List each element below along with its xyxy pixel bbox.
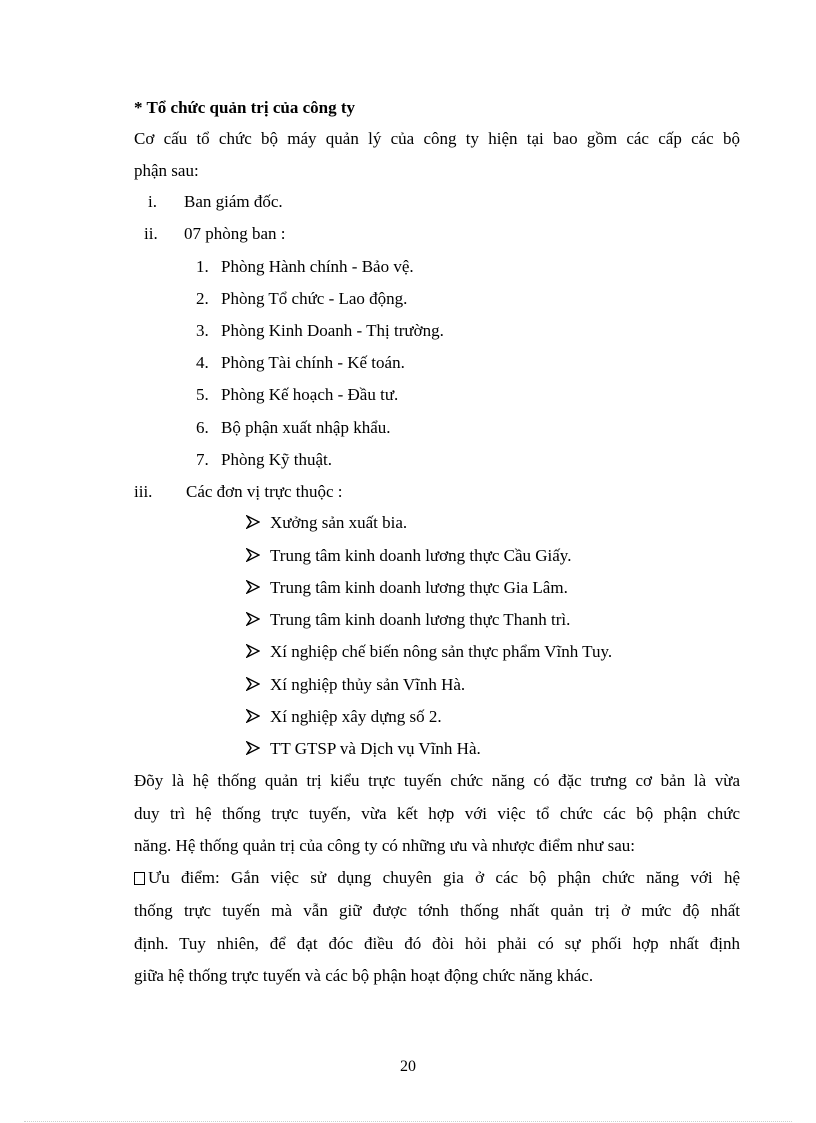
list-marker-i: i. <box>148 192 157 211</box>
unit-item: Trung tâm kinh doanh lương thực Thanh trì. <box>270 610 571 629</box>
arrow-bullet-icon <box>246 644 260 658</box>
unit-item: TT GTSP và Dịch vụ Vĩnh Hà. <box>270 739 481 758</box>
arrow-bullet-icon <box>246 548 260 562</box>
page-bottom-divider <box>24 1121 792 1122</box>
dept-item: Phòng Kỹ thuật. <box>221 450 332 469</box>
advantages-text: Ưu điểm: Gắn việc sử dụng chuyên gia ở các bộ phận chức năng với hệ <box>148 868 740 887</box>
unit-item: Xí nghiệp xây dựng số 2. <box>270 707 442 726</box>
intro-line-1: Cơ cấu tổ chức bộ máy quản lý của công ty hiện tại bao gồm các cấp các bộ <box>134 129 740 148</box>
dept-number: 4. <box>196 353 209 372</box>
intro-line-2: phận sau: <box>134 161 199 180</box>
paragraph-line: duy trì hệ thống trực tuyến, vừa kết hợp với việc tổ chức các bộ phận chức <box>134 804 740 823</box>
dept-number: 3. <box>196 321 209 340</box>
dept-item: Phòng Kinh Doanh - Thị trường. <box>221 321 444 340</box>
list-item-management-board: Ban giám đốc. <box>184 192 283 211</box>
unit-item: Xí nghiệp chế biến nông sản thực phẩm Vĩnh Tuy. <box>270 642 613 661</box>
dept-number: 2. <box>196 289 209 308</box>
paragraph-line: thống trực tuyến mà vẫn giữ được tớnh thống nhất quản trị ở mức độ nhất <box>134 901 740 920</box>
arrow-bullet-icon <box>246 709 260 723</box>
dept-number: 5. <box>196 385 209 404</box>
dept-number: 1. <box>196 257 209 276</box>
list-item-departments: 07 phòng ban : <box>184 224 286 243</box>
arrow-bullet-icon <box>246 515 260 529</box>
dept-number: 7. <box>196 450 209 469</box>
arrow-bullet-icon <box>246 580 260 594</box>
unit-item: Trung tâm kinh doanh lương thực Cầu Giấy. <box>270 546 572 565</box>
dept-item: Phòng Tài chính - Kế toán. <box>221 353 405 372</box>
paragraph-line: giữa hệ thống trực tuyến và các bộ phận hoạt động chức năng khác. <box>134 966 594 985</box>
unit-item: Xí nghiệp thủy sản Vĩnh Hà. <box>270 675 466 694</box>
paragraph-line: định. Tuy nhiên, để đạt đóc điều đó đòi hỏi phải có sự phối hợp nhất định <box>134 934 740 953</box>
arrow-bullet-icon <box>246 677 260 691</box>
dept-item: Phòng Kế hoạch - Đầu tư. <box>221 385 399 404</box>
paragraph-line: Đõy là hệ thống quản trị kiểu trực tuyến chức năng có đặc trưng cơ bản là vừa <box>134 771 740 790</box>
unit-item: Xưởng sản xuất bia. <box>270 513 408 532</box>
dept-item: Phòng Hành chính - Bảo vệ. <box>221 257 414 276</box>
checkbox-glyph-icon <box>134 872 145 885</box>
advantages-line <box>134 868 740 888</box>
list-item-subsidiary-units: Các đơn vị trực thuộc : <box>186 482 343 501</box>
unit-item: Trung tâm kinh doanh lương thực Gia Lâm. <box>270 578 568 597</box>
dept-item: Bộ phận xuất nhập khẩu. <box>221 418 391 437</box>
paragraph-line: năng. Hệ thống quản trị của công ty có những ưu và nhược điểm như sau: <box>134 836 635 855</box>
arrow-bullet-icon <box>246 612 260 626</box>
page-number: 20 <box>400 1058 416 1075</box>
dept-number: 6. <box>196 418 209 437</box>
arrow-bullet-icon <box>246 741 260 755</box>
list-marker-iii: iii. <box>134 482 153 501</box>
section-title: * Tổ chức quản trị của công ty <box>134 98 355 117</box>
dept-item: Phòng Tổ chức - Lao động. <box>221 289 408 308</box>
list-marker-ii: ii. <box>144 224 158 243</box>
